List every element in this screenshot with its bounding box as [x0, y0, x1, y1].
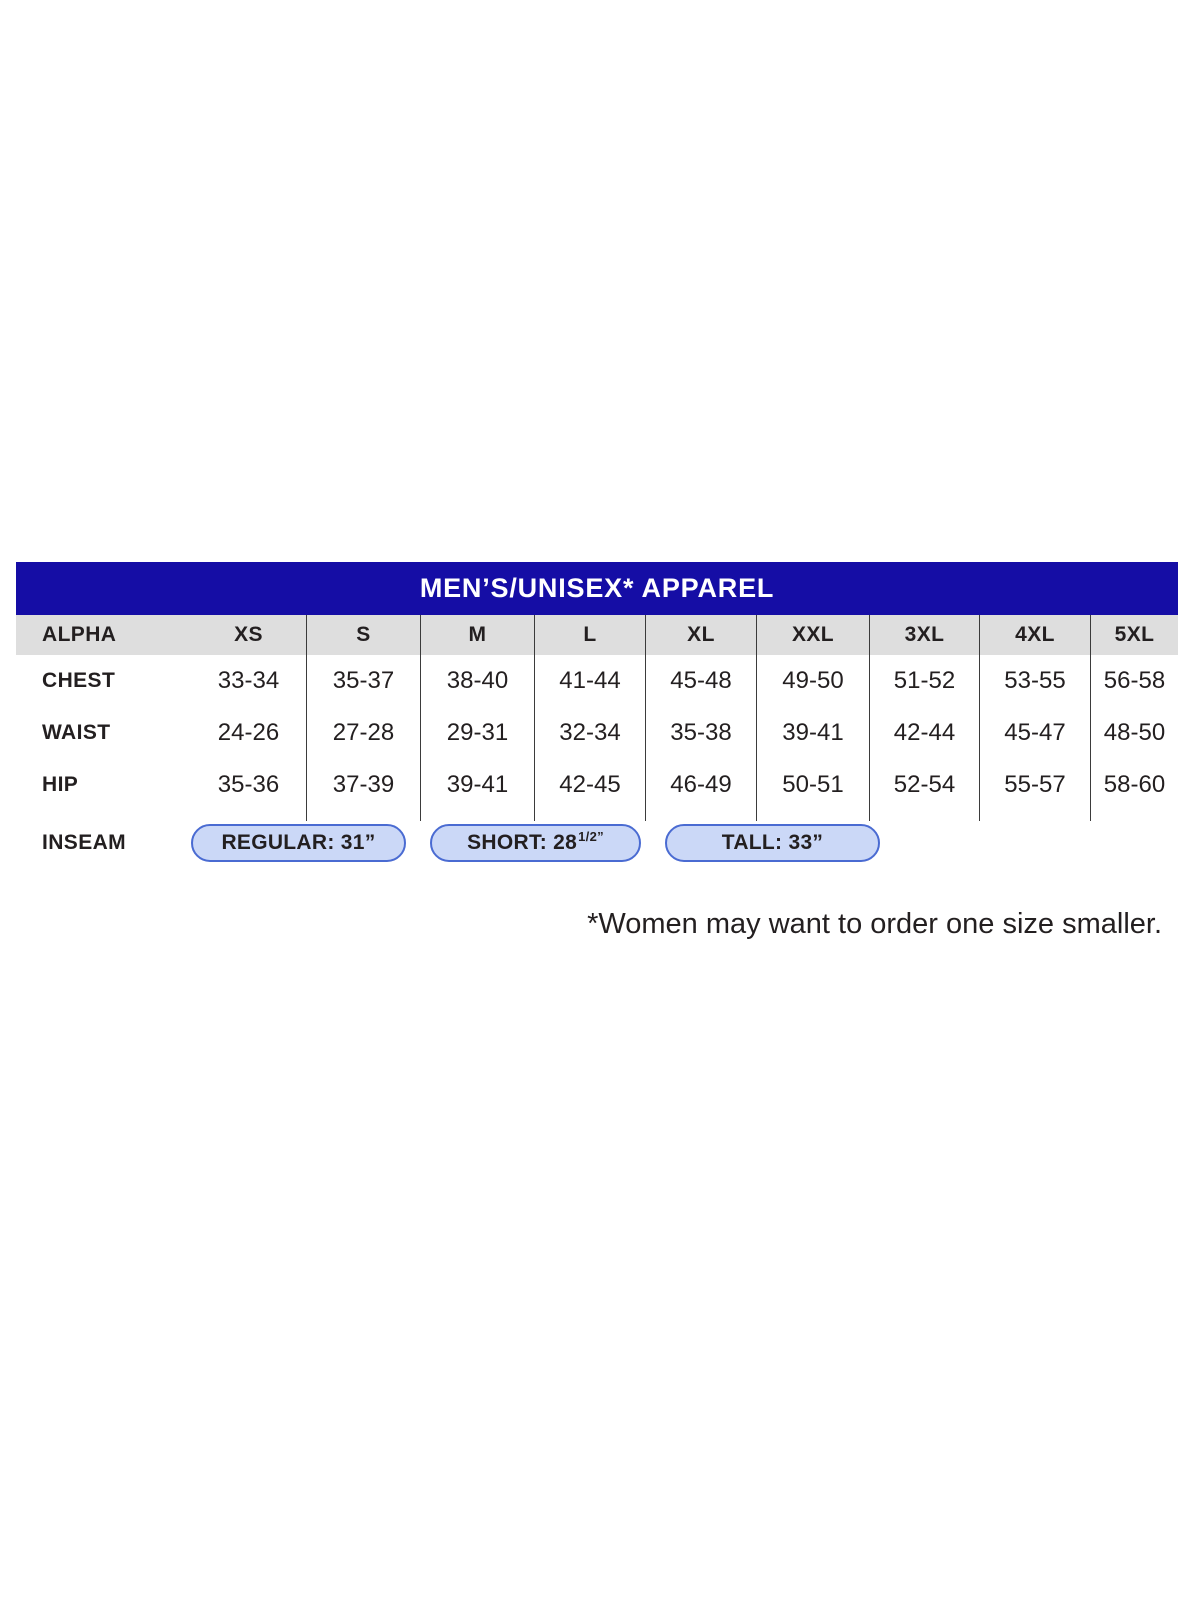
measurement-row-label: WAIST	[42, 721, 111, 744]
size-value-cell: 24-26	[217, 719, 280, 746]
size-value-cell: 35-37	[306, 655, 420, 707]
size-value-cell: 55-57	[979, 759, 1090, 811]
size-value-cell: 58-60	[1090, 759, 1178, 811]
inseam-option-regular[interactable]	[191, 824, 406, 862]
inseam-option-tall[interactable]	[665, 824, 880, 862]
size-value-cell: 33-34	[217, 667, 280, 694]
column-divider-extension	[1090, 811, 1178, 821]
column-divider-extension	[191, 811, 306, 821]
size-column-header: 5XL	[1090, 615, 1178, 655]
size-column-header: XS	[191, 615, 306, 655]
size-chart	[16, 562, 1178, 865]
column-divider-extension	[756, 811, 869, 821]
column-divider-extension	[645, 811, 756, 821]
chart-title-bar: MEN’S/UNISEX* APPAREL	[16, 562, 1178, 615]
size-column-header: XL	[645, 615, 756, 655]
inseam-options	[191, 824, 880, 862]
size-value-cell: 29-31	[420, 707, 534, 759]
size-value-cell: 37-39	[306, 759, 420, 811]
inseam-fraction-superscript: 1/2”	[578, 828, 604, 844]
size-value-cell: 41-44	[534, 655, 645, 707]
size-grid	[16, 615, 1178, 821]
size-value-cell: 51-52	[869, 655, 979, 707]
inseam-option-short[interactable]	[430, 824, 641, 862]
size-value-cell: 38-40	[420, 655, 534, 707]
size-column-header: M	[420, 615, 534, 655]
footnote: *Women may want to order one size smaller.	[587, 908, 1162, 940]
size-value-cell: 45-47	[979, 707, 1090, 759]
column-divider-extension	[420, 811, 534, 821]
size-column-header: ALPHA	[16, 615, 191, 655]
size-value-cell: 56-58	[1090, 655, 1178, 707]
column-divider-extension	[16, 811, 191, 821]
size-value-cell: 42-45	[534, 759, 645, 811]
size-value-cell: 32-34	[534, 707, 645, 759]
size-value-cell: 39-41	[420, 759, 534, 811]
size-value-cell: 35-36	[217, 771, 280, 798]
size-value-cell: 52-54	[869, 759, 979, 811]
size-column-header: 3XL	[869, 615, 979, 655]
size-value-cell: 42-44	[869, 707, 979, 759]
measurement-row-label: HIP	[42, 773, 79, 796]
inseam-row	[16, 821, 1178, 865]
inseam-row-label: INSEAM	[42, 831, 127, 854]
size-column-header: S	[306, 615, 420, 655]
size-value-cell: 39-41	[756, 707, 869, 759]
column-divider-extension	[869, 811, 979, 821]
size-value-cell: 27-28	[306, 707, 420, 759]
column-divider-extension	[979, 811, 1090, 821]
size-column-header: XXL	[756, 615, 869, 655]
size-value-cell: 46-49	[645, 759, 756, 811]
size-value-cell: 53-55	[979, 655, 1090, 707]
size-column-header: L	[534, 615, 645, 655]
column-divider-extension	[306, 811, 420, 821]
size-value-cell: 45-48	[645, 655, 756, 707]
inseam-option-label: TALL: 33”	[721, 831, 824, 854]
size-column-header: 4XL	[979, 615, 1090, 655]
inseam-option-label: REGULAR: 31”	[221, 831, 376, 854]
inseam-option-label: SHORT: 28	[467, 831, 578, 854]
size-value-cell: 48-50	[1090, 707, 1178, 759]
size-value-cell: 35-38	[645, 707, 756, 759]
size-value-cell: 50-51	[756, 759, 869, 811]
column-divider-extension	[534, 811, 645, 821]
size-value-cell: 49-50	[756, 655, 869, 707]
measurement-row-label: CHEST	[42, 669, 116, 692]
